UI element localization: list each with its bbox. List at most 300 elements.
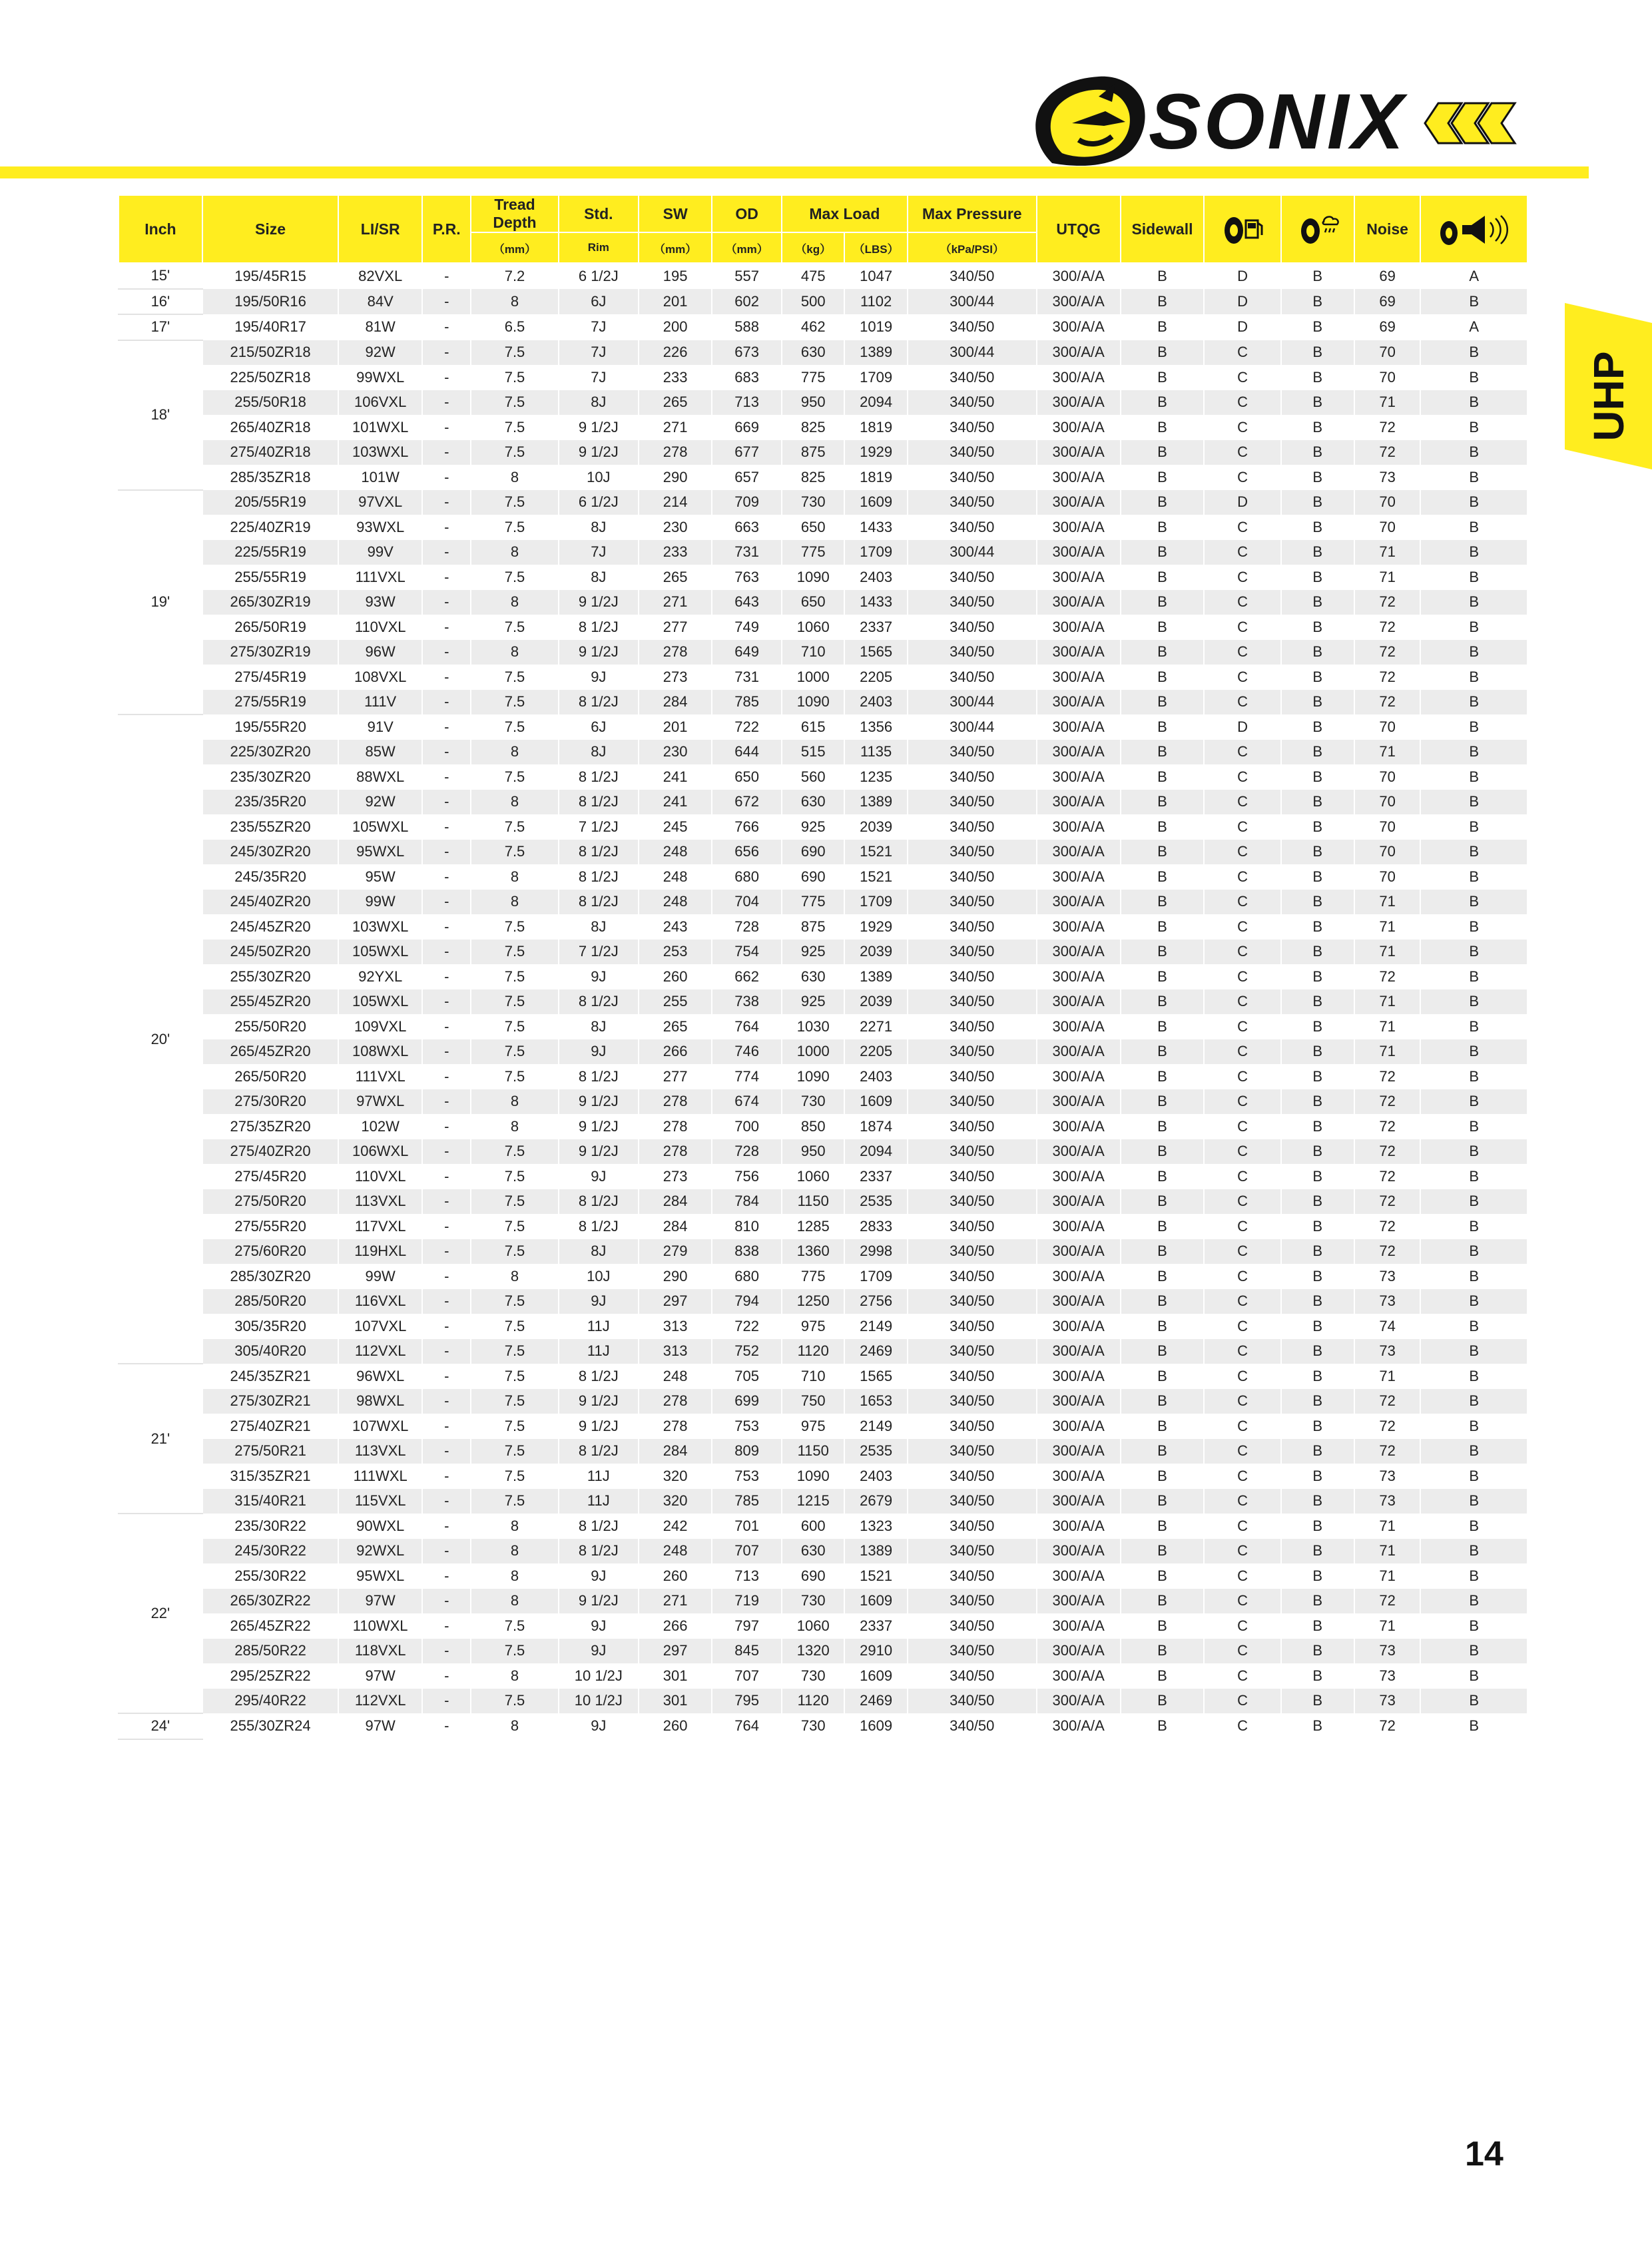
rim-diameter-cell: 19'	[119, 490, 202, 715]
table-row	[119, 1439, 1527, 1464]
load-lbs-cell: 1609	[844, 1663, 907, 1689]
sw-cell: 265	[639, 1014, 712, 1039]
sidewall-cell: B	[1121, 940, 1205, 965]
od-cell: 756	[712, 1164, 782, 1189]
od-cell: 746	[712, 1039, 782, 1065]
load-lbs-cell: 1433	[844, 515, 907, 540]
size-cell: 235/35R20	[202, 790, 338, 815]
load-kg-cell: 775	[782, 365, 844, 390]
table-row	[119, 1039, 1527, 1065]
tread-depth-cell: 8	[471, 1264, 558, 1289]
fuel-efficiency-cell: C	[1204, 1439, 1280, 1464]
max-pressure-cell: 340/50	[908, 490, 1037, 515]
od-cell: 749	[712, 615, 782, 640]
rim-cell: 8 1/2J	[559, 1539, 639, 1564]
noise-cell: 72	[1354, 415, 1421, 440]
load-lbs-cell: 1521	[844, 864, 907, 890]
header-sidewall: Sidewall	[1121, 195, 1205, 263]
od-cell: 649	[712, 640, 782, 665]
load-kg-cell: 1215	[782, 1489, 844, 1514]
noise-cell: 71	[1354, 1039, 1421, 1065]
od-cell: 699	[712, 1389, 782, 1414]
sidewall-cell: B	[1121, 890, 1205, 915]
load-lbs-cell: 2833	[844, 1214, 907, 1239]
sw-cell: 284	[639, 1439, 712, 1464]
utqg-cell: 300/A/A	[1037, 314, 1121, 340]
header-tread-depth: Tread Depth	[471, 195, 558, 232]
max-pressure-cell: 340/50	[908, 590, 1037, 615]
fuel-efficiency-cell: C	[1204, 1314, 1280, 1339]
table-row	[119, 1589, 1527, 1614]
tread-depth-cell: 7.5	[471, 764, 558, 790]
noise-class-cell: B	[1420, 1439, 1527, 1464]
load-lbs-cell: 2910	[844, 1639, 907, 1664]
table-row	[119, 714, 1527, 740]
chevron-arrows-icon	[1425, 103, 1515, 143]
noise-class-cell: B	[1420, 914, 1527, 940]
noise-class-cell: B	[1420, 1364, 1527, 1389]
max-pressure-cell: 340/50	[908, 1064, 1037, 1089]
rim-diameter-cell: 18'	[119, 340, 202, 490]
pr-cell: -	[422, 1713, 471, 1739]
rim-diameter-cell: 16'	[119, 289, 202, 315]
noise-class-cell: B	[1420, 565, 1527, 590]
rim-cell: 9 1/2J	[559, 1139, 639, 1165]
wet-grip-cell: B	[1281, 940, 1354, 965]
noise-class-cell: B	[1420, 1589, 1527, 1614]
max-pressure-cell: 340/50	[908, 390, 1037, 416]
sw-cell: 248	[639, 1539, 712, 1564]
sidewall-cell: B	[1121, 1414, 1205, 1439]
header-std: Std.	[559, 195, 639, 232]
li-sr-cell: 96WXL	[338, 1364, 422, 1389]
load-lbs-cell: 2535	[844, 1189, 907, 1215]
noise-class-cell: B	[1420, 1164, 1527, 1189]
pr-cell: -	[422, 1389, 471, 1414]
noise-class-cell: A	[1420, 314, 1527, 340]
noise-cell: 73	[1354, 1489, 1421, 1514]
load-lbs-cell: 2039	[844, 814, 907, 840]
load-lbs-cell: 1047	[844, 263, 907, 289]
utqg-cell: 300/A/A	[1037, 864, 1121, 890]
od-cell: 738	[712, 989, 782, 1015]
header-sw: SW	[639, 195, 712, 232]
tread-depth-cell: 8	[471, 1089, 558, 1115]
max-pressure-cell: 340/50	[908, 263, 1037, 289]
tread-depth-cell: 6.5	[471, 314, 558, 340]
wet-grip-cell: B	[1281, 864, 1354, 890]
noise-cell: 72	[1354, 665, 1421, 690]
load-kg-cell: 875	[782, 914, 844, 940]
od-cell: 713	[712, 390, 782, 416]
sw-cell: 241	[639, 790, 712, 815]
pr-cell: -	[422, 890, 471, 915]
noise-class-cell: B	[1420, 1514, 1527, 1539]
sidewall-cell: B	[1121, 1164, 1205, 1189]
wet-grip-cell: B	[1281, 1489, 1354, 1514]
sidewall-cell: B	[1121, 1563, 1205, 1589]
utqg-cell: 300/A/A	[1037, 1039, 1121, 1065]
load-lbs-cell: 1356	[844, 714, 907, 740]
sw-cell: 313	[639, 1314, 712, 1339]
pr-cell: -	[422, 440, 471, 465]
load-kg-cell: 925	[782, 940, 844, 965]
fuel-efficiency-cell: C	[1204, 415, 1280, 440]
sidewall-cell: B	[1121, 1014, 1205, 1039]
table-row	[119, 940, 1527, 965]
wet-grip-cell: B	[1281, 465, 1354, 490]
fuel-efficiency-cell: D	[1204, 490, 1280, 515]
pr-cell: -	[422, 490, 471, 515]
sidewall-cell: B	[1121, 565, 1205, 590]
fuel-efficiency-cell: C	[1204, 340, 1280, 366]
noise-class-cell: B	[1420, 1713, 1527, 1739]
sw-cell: 297	[639, 1289, 712, 1314]
sidewall-cell: B	[1121, 690, 1205, 715]
sidewall-cell: B	[1121, 1114, 1205, 1139]
size-cell: 275/55R19	[202, 690, 338, 715]
utqg-cell: 300/A/A	[1037, 1314, 1121, 1339]
size-cell: 285/35ZR18	[202, 465, 338, 490]
od-cell: 673	[712, 340, 782, 366]
od-cell: 701	[712, 1514, 782, 1539]
load-lbs-cell: 1609	[844, 1589, 907, 1614]
sidewall-cell: B	[1121, 1214, 1205, 1239]
li-sr-cell: 105WXL	[338, 940, 422, 965]
size-cell: 315/35ZR21	[202, 1464, 338, 1489]
rim-cell: 8 1/2J	[559, 1214, 639, 1239]
load-kg-cell: 560	[782, 764, 844, 790]
header-accent-bar	[0, 166, 1589, 178]
load-lbs-cell: 2271	[844, 1014, 907, 1039]
rim-cell: 8 1/2J	[559, 690, 639, 715]
fuel-efficiency-cell: D	[1204, 263, 1280, 289]
noise-cell: 72	[1354, 1414, 1421, 1439]
noise-cell: 69	[1354, 314, 1421, 340]
tread-depth-cell: 7.5	[471, 1239, 558, 1264]
utqg-cell: 300/A/A	[1037, 415, 1121, 440]
pr-cell: -	[422, 565, 471, 590]
noise-cell: 71	[1354, 989, 1421, 1015]
li-sr-cell: 109VXL	[338, 1014, 422, 1039]
load-lbs-cell: 1565	[844, 1364, 907, 1389]
size-cell: 255/45ZR20	[202, 989, 338, 1015]
sw-cell: 226	[639, 340, 712, 366]
load-kg-cell: 875	[782, 440, 844, 465]
wet-grip-cell: B	[1281, 565, 1354, 590]
load-lbs-cell: 2039	[844, 989, 907, 1015]
load-kg-cell: 825	[782, 465, 844, 490]
sidewall-cell: B	[1121, 1289, 1205, 1314]
rim-cell: 8J	[559, 565, 639, 590]
size-cell: 275/55R20	[202, 1214, 338, 1239]
rim-cell: 11J	[559, 1314, 639, 1339]
noise-cell: 70	[1354, 714, 1421, 740]
li-sr-cell: 116VXL	[338, 1289, 422, 1314]
wet-grip-cell: B	[1281, 490, 1354, 515]
noise-cell: 72	[1354, 1589, 1421, 1614]
sw-cell: 233	[639, 540, 712, 565]
load-lbs-cell: 2149	[844, 1314, 907, 1339]
sidewall-cell: B	[1121, 340, 1205, 366]
sidewall-cell: B	[1121, 1613, 1205, 1639]
li-sr-cell: 93W	[338, 590, 422, 615]
table-row	[119, 565, 1527, 590]
table-row	[119, 1489, 1527, 1514]
li-sr-cell: 117VXL	[338, 1214, 422, 1239]
utqg-cell: 300/A/A	[1037, 615, 1121, 640]
li-sr-cell: 102W	[338, 1114, 422, 1139]
max-pressure-cell: 340/50	[908, 1264, 1037, 1289]
pr-cell: -	[422, 1089, 471, 1115]
load-lbs-cell: 2998	[844, 1239, 907, 1264]
sidewall-cell: B	[1121, 490, 1205, 515]
noise-class-cell: B	[1420, 1563, 1527, 1589]
sonix-logo	[1025, 70, 1531, 170]
load-kg-cell: 1000	[782, 1039, 844, 1065]
sidewall-cell: B	[1121, 365, 1205, 390]
max-pressure-cell: 340/50	[908, 1539, 1037, 1564]
wet-grip-cell: B	[1281, 615, 1354, 640]
wet-grip-cell: B	[1281, 1364, 1354, 1389]
load-lbs-cell: 1433	[844, 590, 907, 615]
load-kg-cell: 600	[782, 1514, 844, 1539]
utqg-cell: 300/A/A	[1037, 790, 1121, 815]
utqg-cell: 300/A/A	[1037, 390, 1121, 416]
noise-cell: 72	[1354, 590, 1421, 615]
rim-cell: 9 1/2J	[559, 1114, 639, 1139]
wet-grip-cell: B	[1281, 1589, 1354, 1614]
wet-grip-cell: B	[1281, 365, 1354, 390]
wet-grip-cell: B	[1281, 415, 1354, 440]
fuel-efficiency-cell: C	[1204, 640, 1280, 665]
sidewall-cell: B	[1121, 665, 1205, 690]
load-lbs-cell: 2403	[844, 1064, 907, 1089]
fuel-efficiency-cell: C	[1204, 590, 1280, 615]
noise-class-cell: B	[1420, 1114, 1527, 1139]
size-cell: 285/50R22	[202, 1639, 338, 1664]
header-noise-class	[1420, 195, 1527, 263]
utqg-cell: 300/A/A	[1037, 1464, 1121, 1489]
od-cell: 705	[712, 1364, 782, 1389]
tread-depth-cell: 7.5	[471, 390, 558, 416]
max-pressure-cell: 340/50	[908, 840, 1037, 865]
wet-grip-cell: B	[1281, 1189, 1354, 1215]
sw-cell: 233	[639, 365, 712, 390]
li-sr-cell: 101WXL	[338, 415, 422, 440]
load-kg-cell: 975	[782, 1314, 844, 1339]
rim-cell: 9J	[559, 1289, 639, 1314]
size-cell: 295/40R22	[202, 1689, 338, 1714]
sidewall-cell: B	[1121, 914, 1205, 940]
rim-cell: 7 1/2J	[559, 940, 639, 965]
noise-class-cell: B	[1420, 1539, 1527, 1564]
tread-depth-cell: 8	[471, 740, 558, 765]
noise-class-cell: B	[1420, 590, 1527, 615]
load-kg-cell: 615	[782, 714, 844, 740]
pr-cell: -	[422, 790, 471, 815]
noise-cell: 70	[1354, 515, 1421, 540]
wet-grip-cell: B	[1281, 1613, 1354, 1639]
header-inch: Inch	[119, 195, 202, 263]
wet-grip-cell: B	[1281, 1214, 1354, 1239]
pr-cell: -	[422, 1239, 471, 1264]
fuel-efficiency-cell: C	[1204, 890, 1280, 915]
pr-cell: -	[422, 964, 471, 989]
noise-class-cell: B	[1420, 615, 1527, 640]
table-row	[119, 1663, 1527, 1689]
tread-depth-cell: 8	[471, 540, 558, 565]
li-sr-cell: 119HXL	[338, 1239, 422, 1264]
od-cell: 763	[712, 565, 782, 590]
size-cell: 305/40R20	[202, 1339, 338, 1364]
sidewall-cell: B	[1121, 1064, 1205, 1089]
fuel-efficiency-cell: C	[1204, 1239, 1280, 1264]
rim-cell: 8J	[559, 515, 639, 540]
pr-cell: -	[422, 1314, 471, 1339]
od-cell: 731	[712, 540, 782, 565]
noise-class-cell: B	[1420, 690, 1527, 715]
sw-cell: 284	[639, 1214, 712, 1239]
load-kg-cell: 825	[782, 415, 844, 440]
li-sr-cell: 92WXL	[338, 1539, 422, 1564]
wet-grip-cell: B	[1281, 690, 1354, 715]
load-lbs-cell: 2205	[844, 1039, 907, 1065]
table-row	[119, 1613, 1527, 1639]
load-kg-cell: 1150	[782, 1189, 844, 1215]
li-sr-cell: 97W	[338, 1589, 422, 1614]
tread-depth-cell: 7.5	[471, 665, 558, 690]
wet-grip-tire-icon	[1294, 212, 1341, 246]
od-cell: 728	[712, 914, 782, 940]
li-sr-cell: 99W	[338, 1264, 422, 1289]
sw-cell: 320	[639, 1489, 712, 1514]
max-pressure-cell: 340/50	[908, 1663, 1037, 1689]
load-kg-cell: 1285	[782, 1214, 844, 1239]
noise-class-cell: B	[1420, 515, 1527, 540]
max-pressure-cell: 340/50	[908, 1014, 1037, 1039]
noise-cell: 72	[1354, 640, 1421, 665]
noise-cell: 72	[1354, 1439, 1421, 1464]
rim-cell: 8J	[559, 1014, 639, 1039]
tread-depth-cell: 7.5	[471, 1613, 558, 1639]
wet-grip-cell: B	[1281, 640, 1354, 665]
table-row	[119, 440, 1527, 465]
tread-depth-cell: 7.5	[471, 690, 558, 715]
size-cell: 275/50R20	[202, 1189, 338, 1215]
sidewall-cell: B	[1121, 314, 1205, 340]
utqg-cell: 300/A/A	[1037, 1239, 1121, 1264]
li-sr-cell: 85W	[338, 740, 422, 765]
table-row	[119, 1389, 1527, 1414]
size-cell: 275/30ZR21	[202, 1389, 338, 1414]
max-pressure-cell: 340/50	[908, 890, 1037, 915]
rim-cell: 11J	[559, 1339, 639, 1364]
tread-depth-cell: 7.5	[471, 1039, 558, 1065]
pr-cell: -	[422, 814, 471, 840]
sw-cell: 266	[639, 1039, 712, 1065]
rim-cell: 7J	[559, 314, 639, 340]
fuel-efficiency-cell: C	[1204, 1639, 1280, 1664]
size-cell: 305/35R20	[202, 1314, 338, 1339]
max-pressure-cell: 300/44	[908, 340, 1037, 366]
utqg-cell: 300/A/A	[1037, 964, 1121, 989]
sw-cell: 297	[639, 1639, 712, 1664]
utqg-cell: 300/A/A	[1037, 665, 1121, 690]
header-utqg: UTQG	[1037, 195, 1121, 263]
tread-depth-cell: 7.5	[471, 1339, 558, 1364]
max-pressure-cell: 340/50	[908, 1164, 1037, 1189]
pr-cell: -	[422, 340, 471, 366]
wet-grip-cell: B	[1281, 440, 1354, 465]
noise-class-cell: B	[1420, 640, 1527, 665]
size-cell: 275/35ZR20	[202, 1114, 338, 1139]
noise-cell: 70	[1354, 790, 1421, 815]
load-lbs-cell: 2403	[844, 1464, 907, 1489]
wet-grip-cell: B	[1281, 1239, 1354, 1264]
rim-cell: 9J	[559, 665, 639, 690]
table-row	[119, 490, 1527, 515]
li-sr-cell: 97VXL	[338, 490, 422, 515]
utqg-cell: 300/A/A	[1037, 1613, 1121, 1639]
noise-cell: 69	[1354, 289, 1421, 315]
noise-class-speaker-icon	[1434, 210, 1514, 248]
sw-cell: 279	[639, 1239, 712, 1264]
od-cell: 774	[712, 1064, 782, 1089]
tread-depth-cell: 7.5	[471, 1214, 558, 1239]
load-lbs-cell: 2403	[844, 565, 907, 590]
od-cell: 810	[712, 1214, 782, 1239]
utqg-cell: 300/A/A	[1037, 1414, 1121, 1439]
max-pressure-cell: 340/50	[908, 1139, 1037, 1165]
tread-depth-cell: 7.5	[471, 964, 558, 989]
fuel-efficiency-cell: C	[1204, 1663, 1280, 1689]
max-pressure-cell: 340/50	[908, 365, 1037, 390]
noise-class-cell: B	[1420, 1489, 1527, 1514]
load-kg-cell: 710	[782, 640, 844, 665]
sidewall-cell: B	[1121, 764, 1205, 790]
li-sr-cell: 95WXL	[338, 1563, 422, 1589]
header-od: OD	[712, 195, 782, 232]
fuel-efficiency-cell: C	[1204, 1139, 1280, 1165]
pr-cell: -	[422, 263, 471, 289]
noise-cell: 71	[1354, 540, 1421, 565]
noise-cell: 71	[1354, 565, 1421, 590]
sw-cell: 271	[639, 1589, 712, 1614]
sidewall-cell: B	[1121, 1589, 1205, 1614]
max-pressure-cell: 340/50	[908, 1589, 1037, 1614]
size-cell: 265/50R20	[202, 1064, 338, 1089]
noise-class-cell: B	[1420, 365, 1527, 390]
wet-grip-cell: B	[1281, 340, 1354, 366]
noise-class-cell: B	[1420, 1189, 1527, 1215]
max-pressure-cell: 300/44	[908, 540, 1037, 565]
max-pressure-cell: 340/50	[908, 1364, 1037, 1389]
utqg-cell: 300/A/A	[1037, 1589, 1121, 1614]
tread-depth-cell: 7.5	[471, 840, 558, 865]
tread-depth-cell: 7.5	[471, 1164, 558, 1189]
noise-class-cell: B	[1420, 1689, 1527, 1714]
tread-depth-cell: 7.5	[471, 340, 558, 366]
rim-cell: 7J	[559, 340, 639, 366]
sw-cell: 278	[639, 1389, 712, 1414]
size-cell: 245/45ZR20	[202, 914, 338, 940]
pr-cell: -	[422, 1613, 471, 1639]
utqg-cell: 300/A/A	[1037, 1089, 1121, 1115]
tread-depth-cell: 7.2	[471, 263, 558, 289]
table-row	[119, 615, 1527, 640]
sidewall-cell: B	[1121, 640, 1205, 665]
